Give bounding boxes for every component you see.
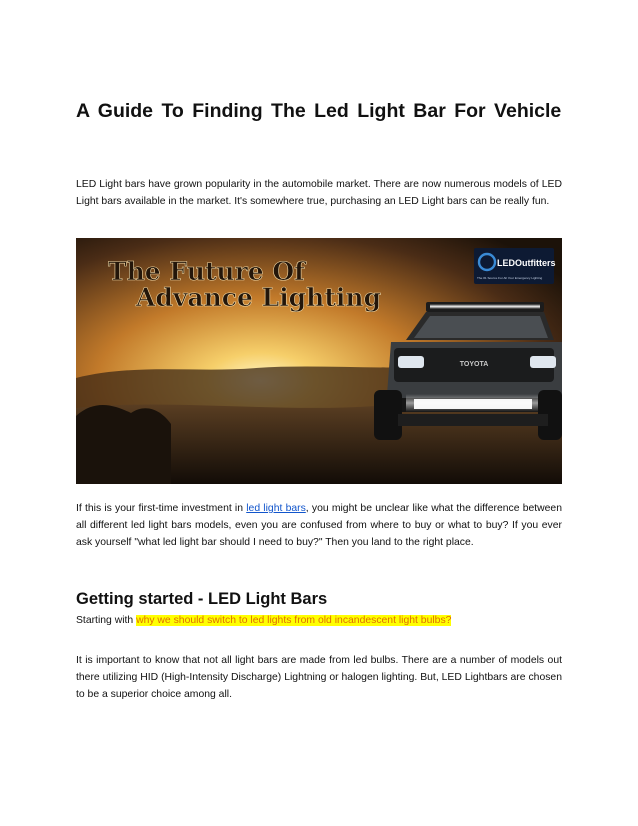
intro-paragraph: LED Light bars have grown popularity in the automobile market. There are now numerous models of LED Light bars available in the market. It's somewhere true, purchasing an LED Light bars can be really fun. bbox=[76, 179, 562, 207]
logo-text: LEDOutfitters bbox=[497, 258, 556, 268]
led-bulbs-paragraph: It is important to know that not all light bars are made from led bulbs. There are a number of models out there utilizing HID (High-Intensity Discharge) Lightning or halogen lighting. But, LED Lightbars are chosen to be a superior choice among all. bbox=[76, 655, 562, 700]
para2-after-link: , you might be unclear like what the difference between all different led light bars models, even you are confused from where to buy or what to buy? If you ever ask yourself "what led light bar should I need to buy?" Then you land to the right place. bbox=[76, 503, 562, 548]
para2-before-link: If this is your first-time investment in bbox=[76, 503, 247, 514]
brand-logo bbox=[474, 248, 556, 284]
led-light-bars-link[interactable]: led light bars bbox=[246, 503, 306, 514]
banner-headline-line2: Advance Lighting bbox=[136, 283, 382, 312]
starting-paragraph bbox=[76, 612, 562, 629]
highlighted-question: why we should switch to led lights from old incandescent light bulbs? bbox=[136, 615, 452, 626]
banner-image bbox=[76, 238, 562, 484]
page-title: A Guide To Finding The Led Light Bar For Vehicle bbox=[76, 100, 562, 122]
banner-svg bbox=[76, 238, 562, 484]
logo-tagline: The #1 Source For All Your Emergency Lighting bbox=[477, 276, 543, 280]
investment-paragraph bbox=[76, 500, 562, 551]
section-heading: Getting started - LED Light Bars bbox=[76, 590, 328, 608]
grille-text: TOYOTA bbox=[459, 361, 489, 368]
banner-headline-line1: The Future Of bbox=[108, 257, 305, 286]
para3-before-highlight: Starting with bbox=[76, 615, 137, 626]
